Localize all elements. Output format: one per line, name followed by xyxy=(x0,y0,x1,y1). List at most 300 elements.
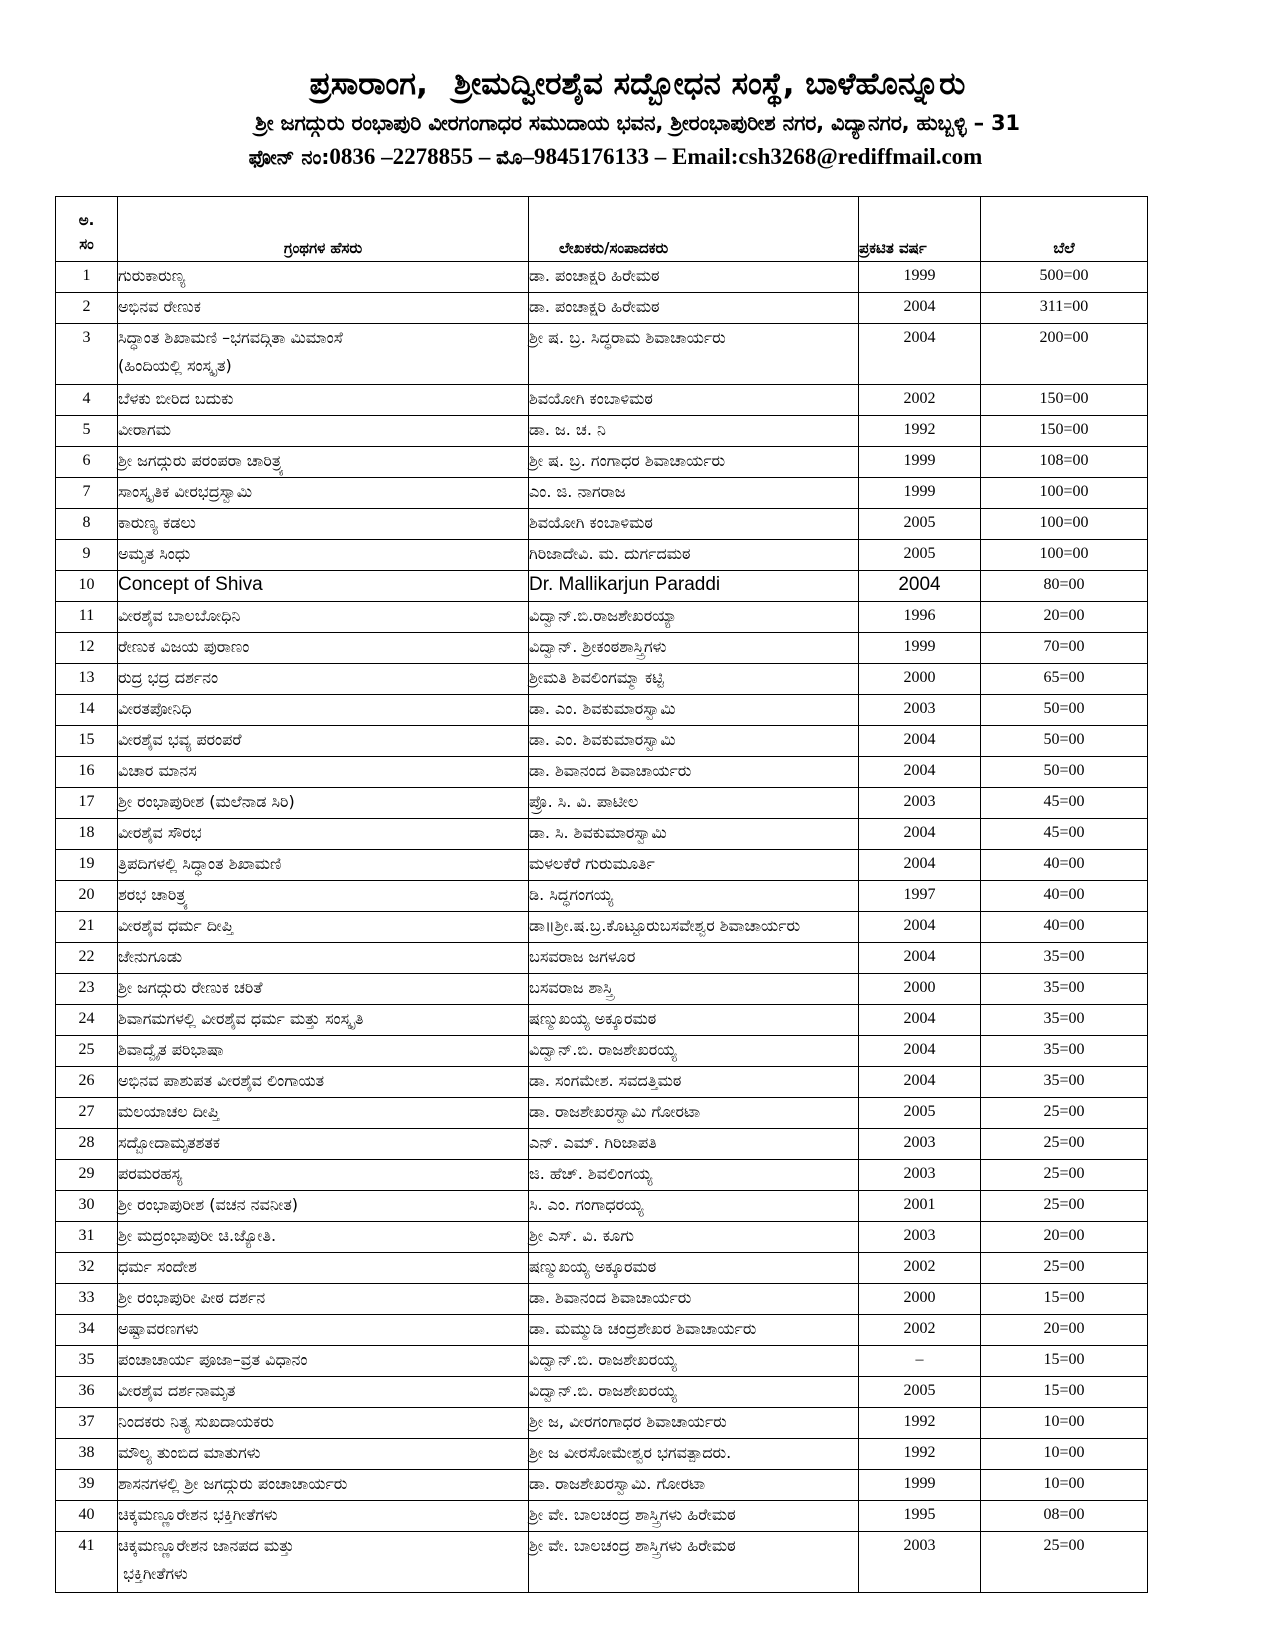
book-title-cell xyxy=(118,633,529,664)
book-title: ವೀರಶೈವ ಸೌರಭ xyxy=(118,823,202,842)
book-title-cell xyxy=(118,602,529,633)
table-row xyxy=(56,1315,1148,1346)
author-cell: ಸಿ. ಎಂ. ಗಂಗಾಧರಯ್ಯ xyxy=(529,1191,859,1222)
author-cell: ಗಿರಿಜಾದೇವಿ. ಮ. ದುರ್ಗದಮಠ xyxy=(529,540,859,571)
author-cell: ಡಾ. ಎಂ. ಶಿವಕುಮಾರಸ್ವಾಮಿ xyxy=(529,695,859,726)
year-cell: 2005 xyxy=(859,1377,981,1408)
table-row xyxy=(56,1377,1148,1408)
table-row xyxy=(56,602,1148,633)
table-row xyxy=(56,1222,1148,1253)
serial-number-cell: 21 xyxy=(56,912,118,943)
author-cell: ಡಿ. ಸಿದ್ಧಗಂಗಯ್ಯ xyxy=(529,881,859,912)
table-row xyxy=(56,943,1148,974)
table-row xyxy=(56,664,1148,695)
column-header-author: ಲೇಖಕರು/ಸಂಪಾದಕರು xyxy=(529,197,859,262)
table-row xyxy=(56,1253,1148,1284)
price-cell: 100=00 xyxy=(981,509,1148,540)
book-title-cell xyxy=(118,788,529,819)
year-cell: 2000 xyxy=(859,1284,981,1315)
table-row xyxy=(56,1067,1148,1098)
book-title: ಚಿಕ್ಕಮಣ್ಣೂರೇಶನ ಜಾನಪದ ಮತ್ತು xyxy=(118,1536,295,1555)
serial-number-cell: 23 xyxy=(56,974,118,1005)
publisher-title xyxy=(0,62,1275,106)
year-cell: 2004 xyxy=(859,819,981,850)
author-cell: ವಿದ್ವಾನ್. ಶ್ರೀಕಂಠಶಾಸ್ತ್ರಿಗಳು xyxy=(529,633,859,664)
price-cell: 10=00 xyxy=(981,1408,1148,1439)
book-title-cell xyxy=(118,1377,529,1408)
author-cell: ಶಿವಯೋಗಿ ಕಂಬಾಳಿಮಠ xyxy=(529,509,859,540)
year-cell: 2004 xyxy=(859,1005,981,1036)
price-cell: 100=00 xyxy=(981,478,1148,509)
year-cell: 2004 xyxy=(859,943,981,974)
author-cell: ಡಾ॥ಶ್ರೀ.ಷ.ಬ್ರ.ಕೊಟ್ಟೂರುಬಸವೇಶ್ವರ ಶಿವಾಚಾರ್ಯರು xyxy=(529,912,859,943)
column-header-price: ಬೆಲೆ xyxy=(981,197,1148,262)
book-title-cell xyxy=(118,1532,529,1593)
book-title-cell xyxy=(118,571,529,602)
serial-number-cell: 41 xyxy=(56,1532,118,1593)
author-cell: ವಿದ್ವಾನ್.ಬಿ. ರಾಜಶೇಖರಯ್ಯ xyxy=(529,1036,859,1067)
book-title-cell xyxy=(118,324,529,385)
book-title: ಸಿದ್ಧಾಂತ ಶಿಖಾಮಣಿ –ಭಗವದ್ಗಿತಾ ಮಿಮಾಂಸೆ xyxy=(118,328,343,347)
price-cell: 100=00 xyxy=(981,540,1148,571)
serial-number-cell: 17 xyxy=(56,788,118,819)
department-name: ಪ್ರಸಾರಾಂಗ, xyxy=(309,66,428,102)
serial-number-cell: 36 xyxy=(56,1377,118,1408)
book-title: ಚಿಕ್ಕಮಣ್ಣೂರೇಶನ ಭಕ್ತಿಗೀತೆಗಳು xyxy=(118,1505,278,1524)
book-title: ಧರ್ಮ ಸಂದೇಶ xyxy=(118,1257,197,1276)
year-cell: 2004 xyxy=(859,726,981,757)
serial-number-cell: 27 xyxy=(56,1098,118,1129)
price-cell: 15=00 xyxy=(981,1377,1148,1408)
address-line: ಶ್ರೀ ಜಗದ್ಗುರು ರಂಭಾಪುರಿ ವೀರಗಂಗಾಧರ ಸಮುದಾಯ ಭವನ, ಶ್ರೀರಂಭಾಪುರೀಶ ನಗರ, ವಿದ್ಯಾನಗರ, ಹುಬ್ಬಳ್ಳಿ – 31 xyxy=(255,111,1020,135)
book-title-cell xyxy=(118,1346,529,1377)
year-cell: 2003 xyxy=(859,695,981,726)
book-title: ಸದ್ಬೋದಾಮೃತಶತಕ xyxy=(118,1133,221,1152)
book-title-cell xyxy=(118,1284,529,1315)
author-cell: ವಿದ್ವಾನ್.ಬಿ. ರಾಜಶೇಖರಯ್ಯ xyxy=(529,1346,859,1377)
mobile-label: ಮೊ xyxy=(496,145,523,169)
year-cell: 2002 xyxy=(859,1315,981,1346)
serial-number-cell: 30 xyxy=(56,1191,118,1222)
book-title-cell xyxy=(118,1005,529,1036)
table-row xyxy=(56,1005,1148,1036)
table-row xyxy=(56,1098,1148,1129)
author-cell: ಡಾ. ರಾಜಶೇಖರಸ್ವಾಮಿ ಗೋರಟಾ xyxy=(529,1098,859,1129)
book-title: ವಿಚಾರ ಮಾನಸ xyxy=(118,761,197,780)
year-cell: 1999 xyxy=(859,633,981,664)
serial-number-cell: 14 xyxy=(56,695,118,726)
table-row xyxy=(56,478,1148,509)
year-cell: 2003 xyxy=(859,1160,981,1191)
book-title: ವೀರಶೈವ ಬಾಲಬೋಧಿನಿ xyxy=(118,606,241,625)
table-row xyxy=(56,881,1148,912)
book-title-cell xyxy=(118,943,529,974)
year-cell: – xyxy=(859,1346,981,1377)
book-title-cell xyxy=(118,1501,529,1532)
book-title-cell xyxy=(118,385,529,416)
serial-number-cell: 39 xyxy=(56,1470,118,1501)
author-cell: ಶ್ರೀ ಷ. ಬ್ರ. ಗಂಗಾಧರ ಶಿವಾಚಾರ್ಯರು xyxy=(529,447,859,478)
table-row xyxy=(56,1532,1148,1593)
table-row xyxy=(56,324,1148,385)
table-row xyxy=(56,1408,1148,1439)
price-cell: 50=00 xyxy=(981,757,1148,788)
table-row xyxy=(56,540,1148,571)
year-cell: 1992 xyxy=(859,416,981,447)
year-cell: 2005 xyxy=(859,540,981,571)
mobile-email: –9845176133 – Email:csh3268@rediffmail.com xyxy=(522,144,983,169)
contact-line xyxy=(0,140,1275,174)
book-title-cell xyxy=(118,850,529,881)
price-cell: 500=00 xyxy=(981,262,1148,293)
table-row xyxy=(56,385,1148,416)
table-row xyxy=(56,571,1148,602)
table-row xyxy=(56,912,1148,943)
year-cell: 1999 xyxy=(859,478,981,509)
book-title-cell xyxy=(118,540,529,571)
year-cell: 2004 xyxy=(859,850,981,881)
serial-number-cell: 24 xyxy=(56,1005,118,1036)
year-cell: 1997 xyxy=(859,881,981,912)
book-title-cell xyxy=(118,1222,529,1253)
year-cell: 1995 xyxy=(859,1501,981,1532)
price-cell: 10=00 xyxy=(981,1470,1148,1501)
column-header-year: ಪ್ರಕಟಿತ ವರ್ಷ xyxy=(859,197,981,262)
serial-number-cell: 22 xyxy=(56,943,118,974)
author-cell: ಡಾ. ಶಿವಾನಂದ ಶಿವಾಚಾರ್ಯರು xyxy=(529,1284,859,1315)
author-cell: ಶ್ರೀ ಎಸ್. ವಿ. ಕೂಗು xyxy=(529,1222,859,1253)
year-cell: 2004 xyxy=(859,324,981,385)
book-title: ಶ್ರೀ ರಂಭಾಪುರೀಶ (ವಚನ ನವನೀತ) xyxy=(118,1195,299,1214)
serial-number-cell: 20 xyxy=(56,881,118,912)
year-cell: 2004 xyxy=(859,1036,981,1067)
author-cell: ಷಣ್ಮುಖಯ್ಯ ಅಕ್ಕೂರಮಠ xyxy=(529,1253,859,1284)
author-cell: ಪ್ರೊ. ಸಿ. ವಿ. ಪಾಟೀಲ xyxy=(529,788,859,819)
price-cell: 15=00 xyxy=(981,1284,1148,1315)
year-cell: 2000 xyxy=(859,974,981,1005)
book-price-table xyxy=(55,196,1148,1593)
serial-number-cell: 31 xyxy=(56,1222,118,1253)
book-title: ಪಂಚಾಚಾರ್ಯ ಪೂಜಾ–ವ್ರತ ವಿಧಾನಂ xyxy=(118,1350,308,1369)
year-cell: 2004 xyxy=(859,293,981,324)
year-cell: 2003 xyxy=(859,1129,981,1160)
table-row xyxy=(56,293,1148,324)
price-cell: 200=00 xyxy=(981,324,1148,385)
serial-number-cell: 18 xyxy=(56,819,118,850)
book-title-continued: ಭಕ್ತಿಗೀತೆಗಳು xyxy=(118,1564,188,1583)
book-title: ಅಮೃತ ಸಿಂಧು xyxy=(118,544,191,563)
table-row xyxy=(56,1501,1148,1532)
serial-number-cell: 35 xyxy=(56,1346,118,1377)
price-cell: 35=00 xyxy=(981,1005,1148,1036)
book-title-cell xyxy=(118,1253,529,1284)
price-cell: 35=00 xyxy=(981,974,1148,1005)
author-cell: ಎನ್. ಎಮ್. ಗಿರಿಜಾಪತಿ xyxy=(529,1129,859,1160)
book-title: ಶಾಸನಗಳಲ್ಲಿ ಶ್ರೀ ಜಗದ್ಗುರು ಪಂಚಾಚಾರ್ಯರು xyxy=(118,1474,348,1493)
price-cell: 311=00 xyxy=(981,293,1148,324)
author-cell: ಡಾ. ಎಂ. ಶಿವಕುಮಾರಸ್ವಾಮಿ xyxy=(529,726,859,757)
table-row xyxy=(56,1439,1148,1470)
price-cell: 40=00 xyxy=(981,912,1148,943)
table-header-row xyxy=(56,197,1148,262)
serial-number-cell: 4 xyxy=(56,385,118,416)
serial-number-cell: 33 xyxy=(56,1284,118,1315)
price-cell: 50=00 xyxy=(981,726,1148,757)
table-row xyxy=(56,1470,1148,1501)
book-title-cell xyxy=(118,974,529,1005)
book-title: Concept of Shiva xyxy=(118,574,263,595)
author-cell: ಶ್ರೀ ಜ, ವೀರಗಂಗಾಧರ ಶಿವಾಚಾರ್ಯರು xyxy=(529,1408,859,1439)
book-title: ಅಭಿನವ ಪಾಶುಪತ ವೀರಶೈವ ಲಿಂಗಾಯತ xyxy=(118,1071,325,1090)
serial-number-cell: 34 xyxy=(56,1315,118,1346)
author-cell: ಡಾ. ಸಂಗಮೇಶ. ಸವದತ್ತಿಮಠ xyxy=(529,1067,859,1098)
table-row xyxy=(56,850,1148,881)
year-cell: 2004 xyxy=(859,571,981,602)
book-title-cell xyxy=(118,1067,529,1098)
year-cell: 2005 xyxy=(859,509,981,540)
serial-number-cell: 29 xyxy=(56,1160,118,1191)
price-cell: 20=00 xyxy=(981,1222,1148,1253)
book-title-cell xyxy=(118,1439,529,1470)
book-title-cell xyxy=(118,664,529,695)
table-row xyxy=(56,695,1148,726)
book-title: ರುದ್ರ ಭದ್ರ ದರ್ಶನಂ xyxy=(118,668,219,687)
year-cell: 1992 xyxy=(859,1439,981,1470)
book-title: ಶಿವಾಗಮಗಳಲ್ಲಿ ವೀರಶೈವ ಧರ್ಮ ಮತ್ತು ಸಂಸ್ಕೃತಿ xyxy=(118,1009,364,1028)
book-title: ಶ್ರೀ ಮದ್ರಂಭಾಪುರೀ ಚಿ.ಜ್ಯೋತಿ. xyxy=(118,1226,277,1245)
table-row xyxy=(56,1160,1148,1191)
author-cell: ಡಾ. ರಾಜಶೇಖರಸ್ವಾಮಿ. ಗೋರಟಾ xyxy=(529,1470,859,1501)
price-cell: 70=00 xyxy=(981,633,1148,664)
phone-number: 0836 –2278855 – xyxy=(329,144,497,169)
book-title: ವೀರಶೈವ ಧರ್ಮ ದೀಪ್ತಿ xyxy=(118,916,234,935)
book-title-cell xyxy=(118,695,529,726)
year-cell: 2004 xyxy=(859,757,981,788)
book-title-cell xyxy=(118,1129,529,1160)
year-cell: 2003 xyxy=(859,788,981,819)
book-title: ಶ್ರೀ ಜಗದ್ಗುರು ರೇಣುಕ ಚರಿತೆ xyxy=(118,978,263,997)
table-row xyxy=(56,974,1148,1005)
book-title: ಗುರುಕಾರುಣ್ಯ xyxy=(118,266,186,285)
table-row xyxy=(56,509,1148,540)
serial-number-cell: 19 xyxy=(56,850,118,881)
author-cell: ಶ್ರೀ ವೇ. ಬಾಲಚಂದ್ರ ಶಾಸ್ತ್ರಿಗಳು ಹಿರೇಮಠ xyxy=(529,1532,859,1593)
price-cell: 35=00 xyxy=(981,943,1148,974)
price-cell: 40=00 xyxy=(981,881,1148,912)
book-title: ವೀರಾಗಮ xyxy=(118,420,171,439)
book-title: ರೇಣುಕ ವಿಜಯ ಪುರಾಣಂ xyxy=(118,637,250,656)
price-cell: 40=00 xyxy=(981,850,1148,881)
author-cell: ಮಳಲಕೆರೆ ಗುರುಮೂರ್ತಿ xyxy=(529,850,859,881)
serial-number-cell: 38 xyxy=(56,1439,118,1470)
book-title: ಶಿವಾದ್ವೈತ ಪರಿಭಾಷಾ xyxy=(118,1040,224,1059)
year-cell: 1996 xyxy=(859,602,981,633)
book-title-cell xyxy=(118,1036,529,1067)
price-cell: 25=00 xyxy=(981,1098,1148,1129)
author-cell: ಬಸವರಾಜ ಜಗಳೂರ xyxy=(529,943,859,974)
year-cell: 2004 xyxy=(859,912,981,943)
price-cell: 35=00 xyxy=(981,1067,1148,1098)
year-cell: 1999 xyxy=(859,447,981,478)
price-cell: 25=00 xyxy=(981,1253,1148,1284)
serial-number-cell: 7 xyxy=(56,478,118,509)
book-title-cell xyxy=(118,478,529,509)
author-cell: ಷಣ್ಮುಖಯ್ಯ ಅಕ್ಕೂರಮಠ xyxy=(529,1005,859,1036)
serial-number-cell: 16 xyxy=(56,757,118,788)
year-cell: 2000 xyxy=(859,664,981,695)
author-cell: ವಿದ್ವಾನ್.ಬಿ. ರಾಜಶೇಖರಯ್ಯ xyxy=(529,1377,859,1408)
table-row xyxy=(56,788,1148,819)
serial-number-cell: 10 xyxy=(56,571,118,602)
price-cell: 150=00 xyxy=(981,385,1148,416)
price-cell: 65=00 xyxy=(981,664,1148,695)
price-cell: 108=00 xyxy=(981,447,1148,478)
book-title: ತ್ರಿಪದಿಗಳಲ್ಲಿ ಸಿದ್ಧಾಂತ ಶಿಖಾಮಣಿ xyxy=(118,854,282,873)
author-cell: ಶ್ರೀ ವೇ. ಬಾಲಚಂದ್ರ ಶಾಸ್ತ್ರಿಗಳು ಹಿರೇಮಠ xyxy=(529,1501,859,1532)
year-cell: 1992 xyxy=(859,1408,981,1439)
book-title: ಶ್ರೀ ರಂಭಾಪುರೀಶ (ಮಲೆನಾಡ ಸಿರಿ) xyxy=(118,792,295,811)
serial-number-cell: 8 xyxy=(56,509,118,540)
price-cell: 15=00 xyxy=(981,1346,1148,1377)
serial-number-cell: 11 xyxy=(56,602,118,633)
serial-number-cell: 40 xyxy=(56,1501,118,1532)
table-row xyxy=(56,1129,1148,1160)
book-title: ವೀರಶೈವ ದರ್ಶನಾಮೃತ xyxy=(118,1381,236,1400)
serial-number-cell: 2 xyxy=(56,293,118,324)
price-cell: 50=00 xyxy=(981,695,1148,726)
price-cell: 35=00 xyxy=(981,1036,1148,1067)
book-title-cell xyxy=(118,1191,529,1222)
serial-number-cell: 5 xyxy=(56,416,118,447)
book-title: ಮಲಯಾಚಲ ದೀಪ್ತಿ xyxy=(118,1102,220,1121)
table-row xyxy=(56,447,1148,478)
book-title: ಶ್ರೀ ಜಗದ್ಗುರು ಪರಂಪರಾ ಚಾರಿತ್ರ್ಯ xyxy=(118,451,284,470)
column-header-serial xyxy=(56,197,118,262)
book-title-cell xyxy=(118,1315,529,1346)
book-title: ಮೌಲ್ಯ ತುಂಬಿದ ಮಾತುಗಳು xyxy=(118,1443,261,1462)
column-header-title: ಗ್ರಂಥಗಳ ಹೆಸರು xyxy=(118,197,529,262)
table-row xyxy=(56,262,1148,293)
author-cell: ಶ್ರೀ ಜ ವೀರಸೋಮೇಶ್ವರ ಭಗವತ್ಪಾದರು. xyxy=(529,1439,859,1470)
price-cell: 08=00 xyxy=(981,1501,1148,1532)
serial-number-cell: 28 xyxy=(56,1129,118,1160)
table-row xyxy=(56,1346,1148,1377)
table-row xyxy=(56,726,1148,757)
book-title-cell xyxy=(118,1408,529,1439)
table-row xyxy=(56,819,1148,850)
price-cell: 80=00 xyxy=(981,571,1148,602)
serial-header-line2: ಸಂ xyxy=(79,235,94,253)
table-row xyxy=(56,416,1148,447)
price-cell: 25=00 xyxy=(981,1160,1148,1191)
book-title-cell xyxy=(118,819,529,850)
author-cell: ಶ್ರೀ ಷ. ಬ್ರ. ಸಿದ್ಧರಾಮ ಶಿವಾಚಾರ್ಯರು xyxy=(529,324,859,385)
year-cell: 1999 xyxy=(859,262,981,293)
serial-number-cell: 37 xyxy=(56,1408,118,1439)
table-row xyxy=(56,757,1148,788)
book-title-cell xyxy=(118,1160,529,1191)
serial-number-cell: 15 xyxy=(56,726,118,757)
author-cell: ಶ್ರೀಮತಿ ಶಿವಲಿಂಗಮ್ಮಾ ಕಟ್ಟಿ xyxy=(529,664,859,695)
year-cell: 2002 xyxy=(859,1253,981,1284)
table-row xyxy=(56,633,1148,664)
year-cell: 2003 xyxy=(859,1532,981,1593)
year-cell: 1999 xyxy=(859,1470,981,1501)
book-title-cell xyxy=(118,881,529,912)
author-cell: ಡಾ. ಜ. ಚ. ನಿ xyxy=(529,416,859,447)
table-body xyxy=(56,262,1148,1593)
year-cell: 2005 xyxy=(859,1098,981,1129)
book-title: ಶ್ರೀ ರಂಭಾಪುರೀ ಪೀಠ ದರ್ಶನ xyxy=(118,1288,266,1307)
organization-name: ಶ್ರೀಮದ್ವೀರಶೈವ ಸದ್ಬೋಧನ ಸಂಸ್ಥೆ, ಬಾಳೆಹೊನ್ನೂರು xyxy=(453,66,966,102)
price-cell: 25=00 xyxy=(981,1532,1148,1593)
book-title-cell xyxy=(118,726,529,757)
author-cell: ಎಂ. ಜಿ. ನಾಗರಾಜ xyxy=(529,478,859,509)
phone-label: ಫೋನ್ ನಂ: xyxy=(248,145,330,169)
table-row xyxy=(56,1284,1148,1315)
book-title-cell xyxy=(118,509,529,540)
price-cell: 25=00 xyxy=(981,1129,1148,1160)
author-cell: ವಿದ್ವಾನ್.ಬಿ.ರಾಜಶೇಖರಯ್ಯಾ xyxy=(529,602,859,633)
serial-number-cell: 6 xyxy=(56,447,118,478)
price-cell: 25=00 xyxy=(981,1191,1148,1222)
book-title-cell xyxy=(118,912,529,943)
book-title: ಶರಭ ಚಾರಿತ್ರ್ಯ xyxy=(118,885,189,904)
book-title: ಜೇನುಗೂಡು xyxy=(118,947,183,966)
book-title-cell xyxy=(118,416,529,447)
book-title: ಬೆಳಕು ಬೀರಿದ ಬದುಕು xyxy=(118,389,234,408)
serial-number-cell: 25 xyxy=(56,1036,118,1067)
serial-number-cell: 26 xyxy=(56,1067,118,1098)
serial-number-cell: 32 xyxy=(56,1253,118,1284)
book-title: ಕಾರುಣ್ಯ ಕಡಲು xyxy=(118,513,196,532)
book-title-cell xyxy=(118,447,529,478)
author-cell: ಡಾ. ಮಮ್ಮುಡಿ ಚಂದ್ರಶೇಖರ ಶಿವಾಚಾರ್ಯರು xyxy=(529,1315,859,1346)
price-cell: 20=00 xyxy=(981,1315,1148,1346)
price-cell: 10=00 xyxy=(981,1439,1148,1470)
author-cell: ಡಾ. ಸಿ. ಶಿವಕುಮಾರಸ್ವಾಮಿ xyxy=(529,819,859,850)
year-cell: 2004 xyxy=(859,1067,981,1098)
year-cell: 2001 xyxy=(859,1191,981,1222)
price-cell: 45=00 xyxy=(981,788,1148,819)
author-cell: ಡಾ. ಪಂಚಾಕ್ಷರಿ ಹಿರೇಮಠ xyxy=(529,262,859,293)
book-title-cell xyxy=(118,757,529,788)
serial-number-cell: 3 xyxy=(56,324,118,385)
book-title: ವೀರತಪೋನಿಧಿ xyxy=(118,699,192,718)
book-title: ಪರಮರಹಸ್ಯ xyxy=(118,1164,183,1183)
price-cell: 20=00 xyxy=(981,602,1148,633)
book-title-continued: (ಹಿಂದಿಯಲ್ಲಿ ಸಂಸ್ಕೃತ) xyxy=(118,356,232,375)
serial-number-cell: 12 xyxy=(56,633,118,664)
table-row xyxy=(56,1036,1148,1067)
serial-number-cell: 1 xyxy=(56,262,118,293)
book-title-cell xyxy=(118,1098,529,1129)
book-title-cell xyxy=(118,293,529,324)
book-title: ವೀರಶೈವ ಭವ್ಯ ಪರಂಪರೆ xyxy=(118,730,242,749)
price-cell: 45=00 xyxy=(981,819,1148,850)
table-row xyxy=(56,1191,1148,1222)
serial-number-cell: 13 xyxy=(56,664,118,695)
serial-number-cell: 9 xyxy=(56,540,118,571)
year-cell: 2002 xyxy=(859,385,981,416)
book-title: ಸಾಂಸ್ಕೃತಿಕ ವೀರಭದ್ರಸ್ವಾಮಿ xyxy=(118,482,253,501)
author-cell: ಶಿವಯೋಗಿ ಕಂಬಾಳಿಮಠ xyxy=(529,385,859,416)
author-cell: ಬಸವರಾಜ ಶಾಸ್ತ್ರಿ xyxy=(529,974,859,1005)
author-cell: Dr. Mallikarjun Paraddi xyxy=(529,571,859,602)
book-title: ನಿಂದಕರು ನಿತ್ಯ ಸುಖದಾಯಕರು xyxy=(118,1412,274,1431)
serial-header-line1: ಅ. xyxy=(78,211,95,229)
letterhead xyxy=(0,62,1275,174)
